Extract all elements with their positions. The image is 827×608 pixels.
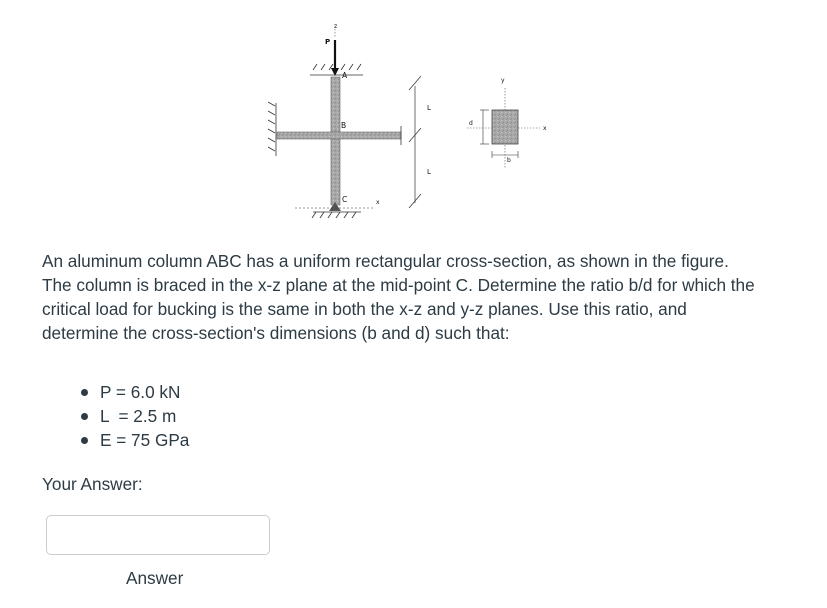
given-length [78, 404, 189, 428]
length-label-bottom: L [427, 168, 431, 176]
z-axis-label: z [334, 23, 338, 30]
point-label-b: B [341, 121, 347, 130]
answer-input[interactable] [46, 515, 270, 555]
length-dimension [409, 76, 421, 208]
column-figure [255, 18, 575, 224]
x-axis-label: x [376, 199, 380, 206]
given-length-text: L = 2.5 m [100, 406, 177, 426]
bullet-icon [81, 413, 88, 420]
bottom-support-hatch [312, 212, 361, 218]
given-load-text: P = 6.0 kN [100, 382, 181, 402]
point-label-c: C [342, 195, 348, 204]
column-member [331, 77, 340, 205]
brace-member [277, 132, 401, 139]
left-wall-hatch [268, 102, 276, 156]
question-text: An aluminum column ABC has a uniform rectangular cross-section, as shown in the figure. The column is braced in the x-z plane at the mid-point C. Determine the ratio b/d for which the critical load for bucking is the same in both the x-z and y-z planes. Use this ratio, and determine the cross-section's dimensions (b and d) such that: [42, 251, 755, 343]
depth-label-d: d [469, 120, 473, 127]
bullet-icon [81, 437, 88, 444]
bullet-icon [81, 389, 88, 396]
load-arrow-icon [331, 40, 339, 76]
given-modulus-text: E = 75 GPa [100, 430, 190, 450]
given-modulus [78, 428, 189, 452]
givens-list [78, 380, 189, 452]
length-label-top: L [427, 104, 431, 112]
given-load [78, 380, 189, 404]
depth-dimension [480, 110, 489, 144]
load-label-p: P [325, 38, 331, 46]
point-label-a: A [342, 71, 348, 80]
width-label-b: b [507, 157, 511, 164]
your-answer-label: Your Answer: [42, 474, 143, 494]
cross-section-rect [492, 110, 518, 144]
cross-section-y-label: y [501, 77, 505, 84]
cross-section-x-label: x [543, 125, 547, 132]
answer-caption: Answer [126, 568, 184, 588]
